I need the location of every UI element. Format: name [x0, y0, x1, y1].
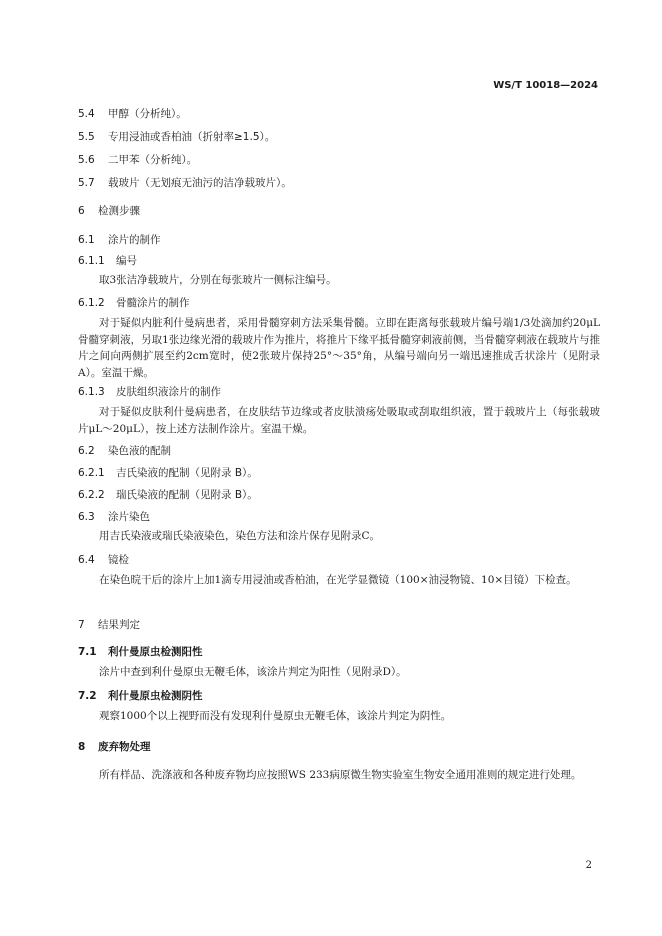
section-title: 结果判定: [98, 619, 140, 631]
section-number: 6.1.3: [78, 386, 105, 398]
section-title: 镜检: [108, 554, 129, 566]
section-title: 染色液的配制: [108, 445, 171, 457]
body-paragraph: 对于疑似内脏利什曼病患者，采用骨髓穿刺方法采集骨髓。立即在距离每张载玻片编号端1/3处滴加约20μL骨髓穿刺液，另取1张边缘光滑的载玻片作为推片，将推片下缘平抵骨髓穿刺液前侧，当骨髓穿刺液在载玻片与推片之间向两侧扩展至约2cm宽时，使2张玻片保持25°～35°角，从编号端向另一端迅速推成舌状涂片（见附录A）。室温干燥。: [78, 317, 600, 379]
section-heading: [78, 203, 140, 218]
section-number: 8: [78, 741, 86, 753]
subsection-heading: [78, 552, 129, 567]
section-number: 6: [78, 205, 85, 217]
body-paragraph: 在染色晥干后的涂片上加1滴专用浸油或香柏油，在光学显微镜（100×油浸物镜、10×目镜）下检查。: [99, 574, 577, 586]
section-title: 利什曼原虫检测阳性: [108, 646, 203, 658]
body-paragraph: 取3张洁净载玻片，分别在每张玻片一侧标注编号。: [99, 274, 337, 286]
reagent-item: [78, 106, 187, 121]
section-number: 6.1: [78, 234, 95, 246]
subsection-heading: [78, 509, 150, 524]
subsubsection-heading: [78, 295, 190, 310]
section-number: 7: [78, 619, 85, 631]
body-paragraph: 涂片中查到利什曼原虫无鞭毛体，该涂片判定为阳性（见附录D）。: [99, 666, 407, 678]
section-heading: [78, 739, 151, 754]
item-text: 专用浸油或香柏油（折射率≥1.5）。: [108, 131, 276, 143]
body-paragraph: 对于疑似皮肤利什曼病患者，在皮肤结节边缘或者皮肤溃疡处吸取或刮取组织液，置于载玻片上（每张载玻片μL～20μL），按上述方法制作涂片。室温干燥。: [78, 406, 600, 435]
subsubsection-heading: [78, 487, 258, 502]
body-paragraph: 观察1000个以上视野而没有发现利什曼原虫无鞭毛体，该涂片判定为阴性。: [99, 710, 452, 722]
section-title: 编号: [116, 255, 137, 267]
section-heading: [78, 617, 140, 632]
item-number: 5.6: [78, 154, 95, 166]
item-number: 5.4: [78, 108, 95, 120]
section-number: 6.1.2: [78, 297, 105, 309]
section-title: 涂片的制作: [108, 234, 161, 246]
body-paragraph: 用吉氏染液或瑞氏染液染色，染色方法和涂片保存见附录C。: [99, 530, 381, 542]
section-title: 检测步骤: [98, 205, 140, 217]
section-number: 6.2.2: [78, 489, 105, 501]
reagent-item: [78, 129, 275, 144]
subsection-heading: [78, 644, 203, 659]
page-number: 2: [585, 860, 592, 871]
subsubsection-heading: [78, 253, 137, 268]
reagent-item: [78, 152, 197, 167]
item-number: 5.7: [78, 177, 95, 189]
section-title: 皮肤组织液涂片的制作: [116, 386, 221, 398]
body-paragraph: 所有样品、洗涤液和各种废弃物均应按照WS 233病原微生物实验室生物安全通用准则的规定进行处理。: [99, 769, 582, 781]
reagent-item: [78, 175, 292, 190]
subsubsection-heading: [78, 465, 258, 480]
section-title: 废弃物处理: [98, 741, 151, 753]
subsubsection-heading: [78, 384, 221, 399]
section-number: 6.1.1: [78, 255, 105, 267]
standard-code: WS/T 10018—2024: [493, 80, 598, 91]
section-title: 骨髓涂片的制作: [116, 297, 190, 309]
subsection-heading: [78, 688, 203, 703]
section-number: 7.1: [78, 646, 97, 658]
item-text: 二甲苯（分析纯）。: [108, 154, 198, 166]
subsection-heading: [78, 232, 161, 247]
item-text: 载玻片（无划痕无油污的洁净载玻片）。: [108, 177, 292, 189]
subsection-heading: [78, 443, 171, 458]
section-title: 利什曼原虫检测阴性: [108, 690, 203, 702]
item-text: 甲醇（分析纯）。: [108, 108, 187, 120]
section-number: 6.3: [78, 511, 95, 523]
section-title: 吉氏染液的配制（见附录 B）。: [116, 467, 258, 479]
section-title: 瑞氏染液的配制（见附录 B）。: [116, 489, 258, 501]
section-number: 6.2.1: [78, 467, 105, 479]
item-number: 5.5: [78, 131, 95, 143]
section-number: 6.4: [78, 554, 95, 566]
section-title: 涂片染色: [108, 511, 150, 523]
section-number: 6.2: [78, 445, 95, 457]
section-number: 7.2: [78, 690, 97, 702]
